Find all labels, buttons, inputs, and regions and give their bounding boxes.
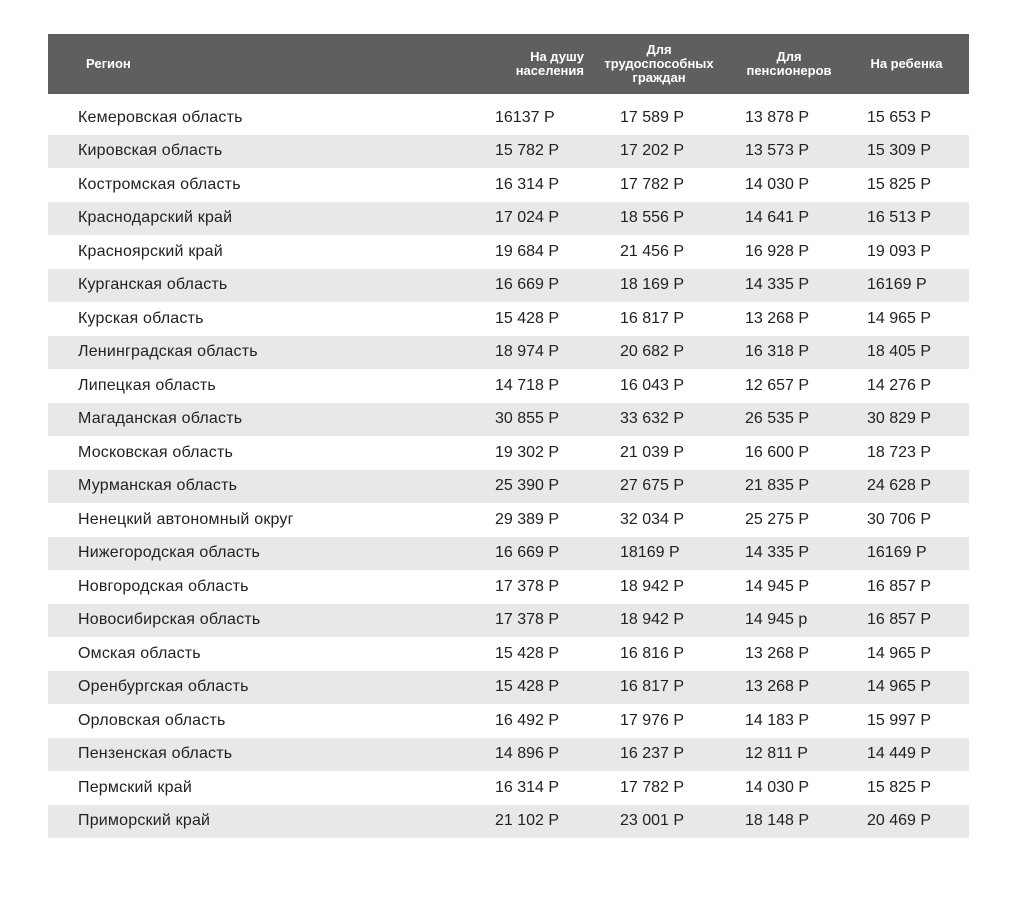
working-cell: 16 816 Р	[620, 644, 685, 662]
child-cell: 24 628 Р	[867, 477, 932, 495]
table-row	[48, 101, 969, 135]
per-capita-cell: 16137 Р	[495, 108, 555, 126]
table-row	[48, 704, 969, 738]
child-cell: 14 449 Р	[867, 745, 932, 763]
per-capita-cell: 15 428 Р	[495, 644, 560, 662]
per-capita-cell: 17 024 Р	[495, 209, 560, 227]
working-cell: 18169 Р	[620, 544, 680, 562]
per-capita-cell: 15 782 Р	[495, 142, 560, 160]
table-row	[48, 570, 969, 604]
child-cell: 18 405 Р	[867, 343, 932, 361]
region-cell: Ненецкий автономный округ	[78, 510, 294, 528]
child-cell: 16 513 Р	[867, 209, 932, 227]
region-cell: Курская область	[78, 309, 204, 327]
child-cell: 15 997 Р	[867, 711, 932, 729]
region-cell: Пензенская область	[78, 745, 233, 763]
per-capita-cell: 16 669 Р	[495, 544, 560, 562]
table-body	[48, 101, 969, 838]
pensioners-cell: 14 641 Р	[745, 209, 810, 227]
child-cell: 16169 Р	[867, 276, 927, 294]
per-capita-cell: 16 314 Р	[495, 175, 560, 193]
per-capita-cell: 15 428 Р	[495, 309, 560, 327]
pensioners-cell: 21 835 Р	[745, 477, 810, 495]
region-cell: Краснодарский край	[78, 209, 233, 227]
region-cell: Пермский край	[78, 778, 192, 796]
region-cell: Магаданская область	[78, 410, 243, 428]
working-cell: 33 632 Р	[620, 410, 685, 428]
working-cell: 16 817 Р	[620, 309, 685, 327]
region-cell: Курганская область	[78, 276, 228, 294]
child-cell: 16169 Р	[867, 544, 927, 562]
per-capita-cell: 19 302 Р	[495, 443, 560, 461]
region-cell: Приморский край	[78, 812, 211, 830]
column-header-working-line3: граждан	[632, 70, 686, 85]
subsistence-minimum-table	[48, 34, 969, 838]
working-cell: 18 556 Р	[620, 209, 685, 227]
working-cell: 18 169 Р	[620, 276, 685, 294]
table-row	[48, 470, 969, 504]
pensioners-cell: 14 335 Р	[745, 276, 810, 294]
working-cell: 21 456 Р	[620, 242, 685, 260]
working-cell: 17 202 Р	[620, 142, 685, 160]
region-cell: Новосибирская область	[78, 611, 261, 629]
pensioners-cell: 26 535 Р	[745, 410, 810, 428]
region-cell: Мурманская область	[78, 477, 238, 495]
table-row	[48, 202, 969, 236]
table-header	[48, 34, 969, 94]
table-row	[48, 269, 969, 303]
pensioners-cell: 16 318 Р	[745, 343, 810, 361]
working-cell: 17 976 Р	[620, 711, 685, 729]
pensioners-cell: 12 811 Р	[745, 745, 808, 763]
per-capita-cell: 15 428 Р	[495, 678, 560, 696]
region-cell: Нижегородская область	[78, 544, 261, 562]
pensioners-cell: 12 657 Р	[745, 376, 810, 394]
child-cell: 20 469 Р	[867, 812, 932, 830]
per-capita-cell: 14 718 Р	[495, 376, 560, 394]
pensioners-cell: 14 030 Р	[745, 778, 810, 796]
child-cell: 15 309 Р	[867, 142, 932, 160]
child-cell: 14 965 Р	[867, 678, 932, 696]
table-row	[48, 135, 969, 169]
per-capita-cell: 21 102 Р	[495, 812, 560, 830]
per-capita-cell: 30 855 Р	[495, 410, 560, 428]
column-header-pensioners-line1: Для	[776, 49, 802, 64]
column-header-per-capita-line2: населения	[515, 63, 584, 78]
region-cell: Кировская область	[78, 142, 223, 160]
table-row	[48, 503, 969, 537]
child-cell: 15 653 Р	[867, 108, 932, 126]
column-header-working-line1: Для	[646, 42, 672, 57]
child-cell: 14 276 Р	[867, 376, 932, 394]
working-cell: 17 782 Р	[620, 175, 685, 193]
working-cell: 18 942 Р	[620, 577, 685, 595]
column-header-working-line2: трудоспособных	[604, 56, 714, 71]
table-row	[48, 805, 969, 839]
region-cell: Красноярский край	[78, 242, 223, 260]
pensioners-cell: 14 335 Р	[745, 544, 810, 562]
pensioners-cell: 14 945 Р	[745, 577, 810, 595]
table-row	[48, 168, 969, 202]
working-cell: 16 043 Р	[620, 376, 685, 394]
pensioners-cell: 13 268 Р	[745, 644, 810, 662]
column-header-child: На ребенка	[870, 56, 943, 71]
table-row	[48, 604, 969, 638]
table-row	[48, 637, 969, 671]
per-capita-cell: 16 669 Р	[495, 276, 560, 294]
table-row	[48, 235, 969, 269]
per-capita-cell: 16 492 Р	[495, 711, 560, 729]
working-cell: 18 942 Р	[620, 611, 685, 629]
region-cell: Костромская область	[78, 175, 241, 193]
working-cell: 17 782 Р	[620, 778, 685, 796]
column-header-per-capita-line1: На душу	[530, 49, 584, 64]
table-row	[48, 436, 969, 470]
region-cell: Кемеровская область	[78, 108, 243, 126]
pensioners-cell: 18 148 Р	[745, 812, 810, 830]
pensioners-cell: 13 268 Р	[745, 678, 810, 696]
child-cell: 30 829 Р	[867, 410, 932, 428]
table-row	[48, 671, 969, 705]
table-row	[48, 738, 969, 772]
pensioners-cell: 16 928 Р	[745, 242, 810, 260]
region-cell: Оренбургская область	[78, 678, 249, 696]
per-capita-cell: 18 974 Р	[495, 343, 560, 361]
per-capita-cell: 16 314 Р	[495, 778, 560, 796]
per-capita-cell: 17 378 Р	[495, 611, 560, 629]
child-cell: 16 857 Р	[867, 577, 932, 595]
region-cell: Липецкая область	[78, 376, 216, 394]
pensioners-cell: 14 030 Р	[745, 175, 810, 193]
working-cell: 23 001 Р	[620, 812, 685, 830]
column-header-pensioners	[734, 50, 844, 78]
table-row	[48, 537, 969, 571]
per-capita-cell: 19 684 Р	[495, 242, 560, 260]
pensioners-cell: 25 275 Р	[745, 510, 810, 528]
column-header-pensioners-line2: пенсионеров	[746, 63, 832, 78]
working-cell: 16 237 Р	[620, 745, 685, 763]
table-row	[48, 302, 969, 336]
working-cell: 21 039 Р	[620, 443, 685, 461]
per-capita-cell: 25 390 Р	[495, 477, 560, 495]
table-row	[48, 336, 969, 370]
table-row	[48, 403, 969, 437]
working-cell: 27 675 Р	[620, 477, 685, 495]
per-capita-cell: 29 389 Р	[495, 510, 560, 528]
pensioners-cell: 13 268 Р	[745, 309, 810, 327]
pensioners-cell: 14 183 Р	[745, 711, 810, 729]
child-cell: 16 857 Р	[867, 611, 932, 629]
region-cell: Новгородская область	[78, 577, 249, 595]
pensioners-cell: 14 945 р	[745, 611, 808, 629]
region-cell: Омская область	[78, 644, 201, 662]
per-capita-cell: 17 378 Р	[495, 577, 560, 595]
region-cell: Ленинградская область	[78, 343, 258, 361]
working-cell: 17 589 Р	[620, 108, 685, 126]
child-cell: 18 723 Р	[867, 443, 932, 461]
child-cell: 15 825 Р	[867, 778, 932, 796]
per-capita-cell: 14 896 Р	[495, 745, 560, 763]
pensioners-cell: 16 600 Р	[745, 443, 810, 461]
table-row	[48, 369, 969, 403]
region-cell: Орловская область	[78, 711, 226, 729]
column-header-per-capita	[488, 50, 584, 78]
working-cell: 32 034 Р	[620, 510, 685, 528]
child-cell: 15 825 Р	[867, 175, 932, 193]
region-cell: Московская область	[78, 443, 234, 461]
pensioners-cell: 13 573 Р	[745, 142, 810, 160]
working-cell: 16 817 Р	[620, 678, 685, 696]
child-cell: 14 965 Р	[867, 309, 932, 327]
pensioners-cell: 13 878 Р	[745, 108, 810, 126]
child-cell: 30 706 Р	[867, 510, 932, 528]
column-header-region: Регион	[86, 56, 131, 71]
working-cell: 20 682 Р	[620, 343, 685, 361]
table-row	[48, 771, 969, 805]
column-header-working	[584, 43, 734, 85]
child-cell: 14 965 Р	[867, 644, 932, 662]
child-cell: 19 093 Р	[867, 242, 932, 260]
